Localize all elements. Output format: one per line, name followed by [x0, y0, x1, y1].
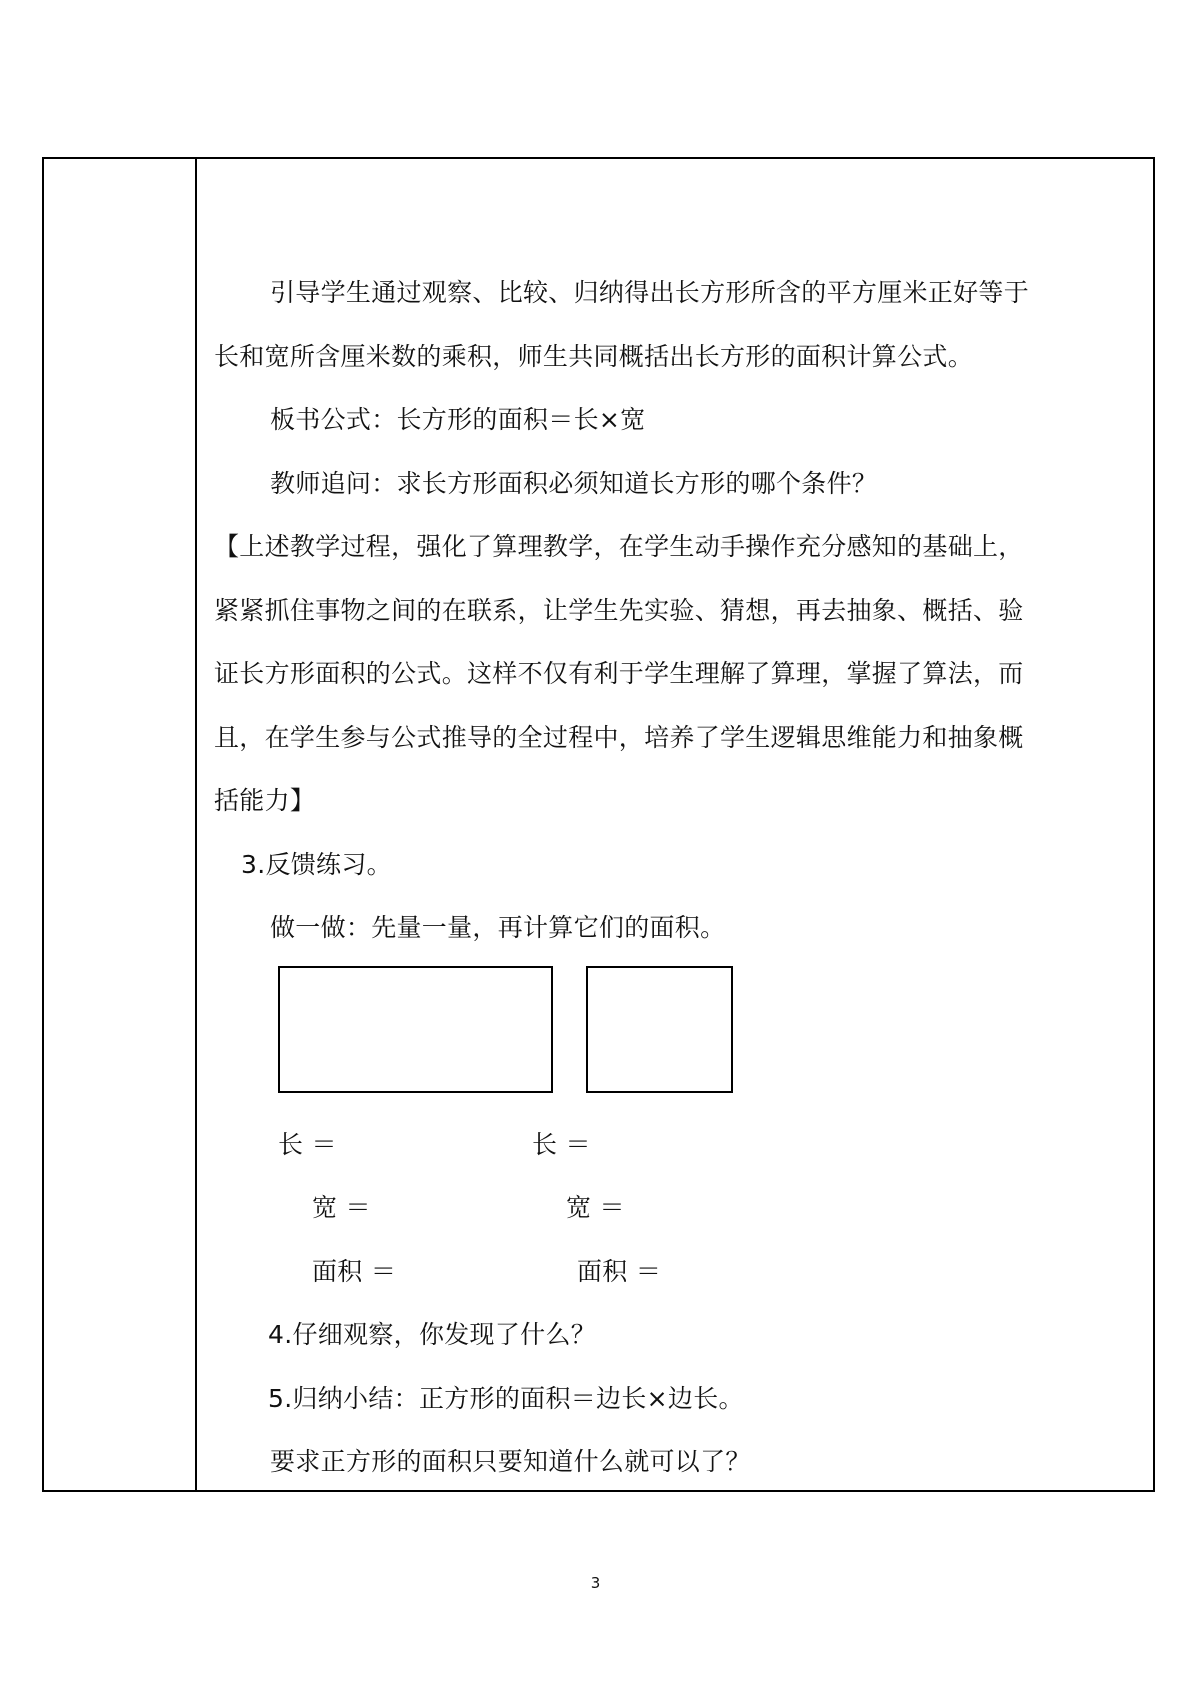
left-area-label: 面积 ＝ — [312, 1257, 397, 1286]
comment-line: 括能力】 — [214, 786, 316, 815]
left-width-label: 宽 ＝ — [312, 1193, 371, 1222]
left-length-label: 长 ＝ — [278, 1130, 337, 1159]
paragraph-line: 引导学生通过观察、比较、归纳得出长方形所含的平方厘米正好等于 — [270, 278, 1030, 307]
square-figure — [586, 966, 733, 1093]
right-area-label: 面积 ＝ — [577, 1257, 662, 1286]
right-length-label: 长 ＝ — [532, 1130, 591, 1159]
board-formula: 板书公式：长方形的面积＝长×宽 — [270, 405, 646, 434]
step-5-heading: 5.归纳小结：正方形的面积＝边长×边长。 — [268, 1384, 744, 1413]
comment-line: 紧紧抓住事物之间的在联系，让学生先实验、猜想，再去抽象、概括、验 — [214, 596, 1024, 625]
closing-question: 要求正方形的面积只要知道什么就可以了？ — [270, 1447, 751, 1476]
page-number: 3 — [590, 1574, 601, 1592]
rectangle-figure — [278, 966, 553, 1093]
exercise-instruction: 做一做：先量一量，再计算它们的面积。 — [270, 913, 726, 942]
comment-line: 且，在学生参与公式推导的全过程中，培养了学生逻辑思维能力和抽象概 — [214, 723, 1024, 752]
step-3-heading: 3.反馈练习。 — [241, 850, 392, 879]
step-4-heading: 4.仔细观察，你发现了什么？ — [268, 1320, 597, 1349]
comment-line: 证长方形面积的公式。这样不仅有利于学生理解了算理，掌握了算法，而 — [214, 659, 1024, 688]
right-width-label: 宽 ＝ — [566, 1193, 625, 1222]
teacher-question: 教师追问：求长方形面积必须知道长方形的哪个条件？ — [270, 469, 878, 498]
paragraph-line: 长和宽所含厘米数的乘积，师生共同概括出长方形的面积计算公式。 — [214, 342, 974, 371]
comment-line: 【上述教学过程，强化了算理教学，在学生动手操作充分感知的基础上， — [214, 532, 1024, 561]
column-divider — [195, 159, 197, 1490]
